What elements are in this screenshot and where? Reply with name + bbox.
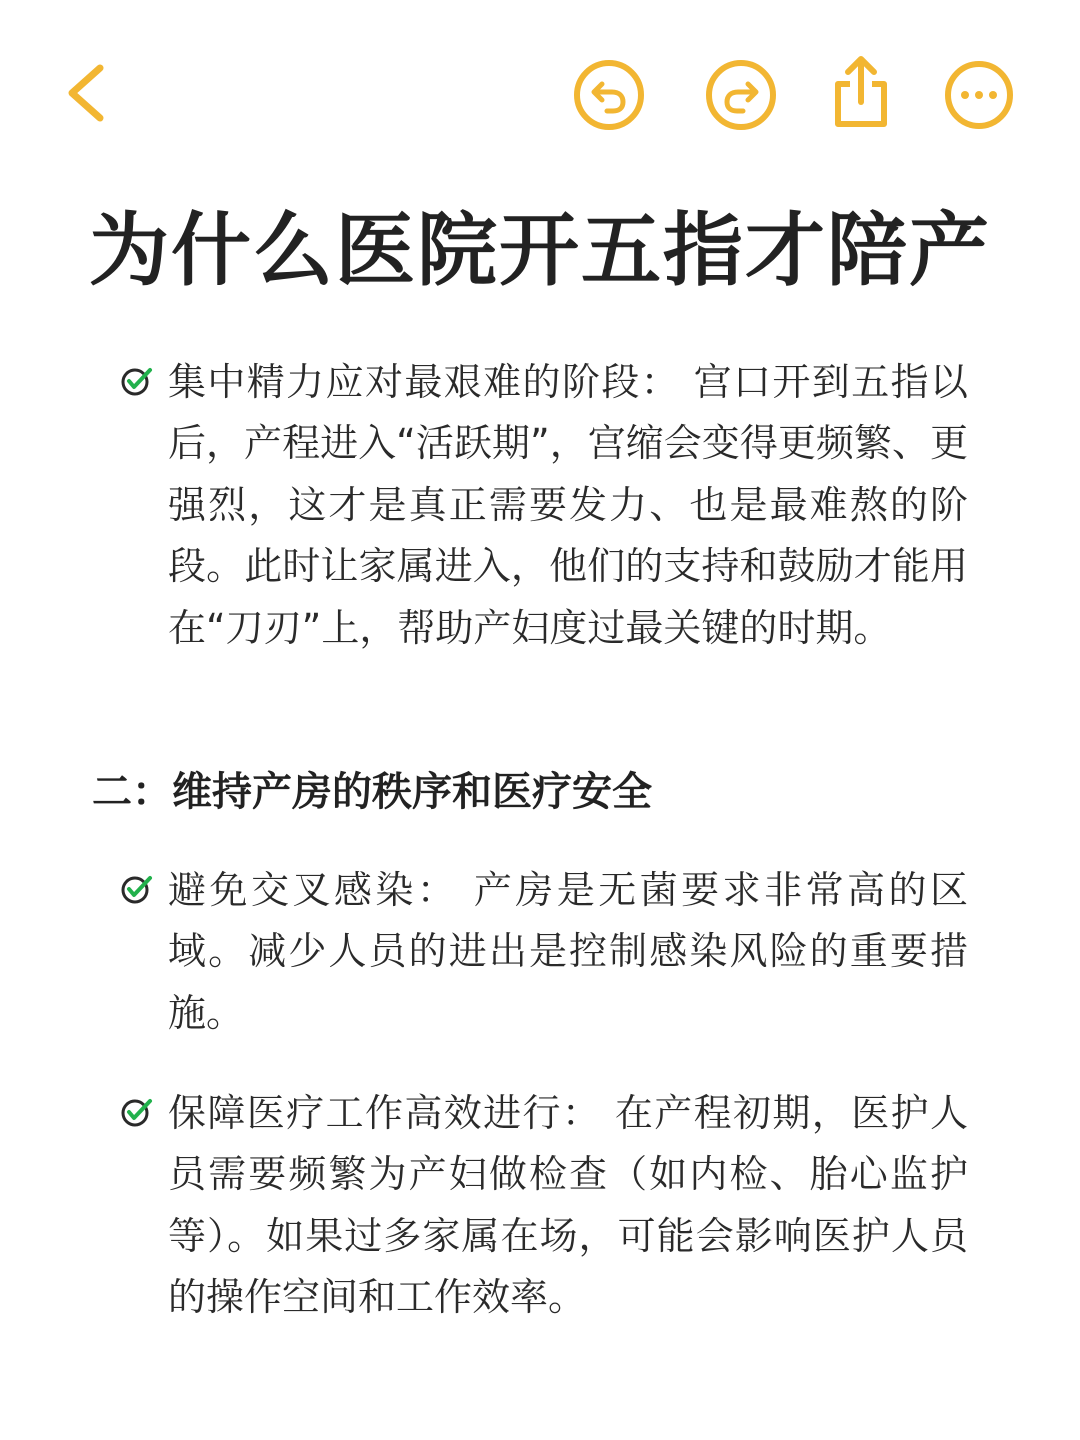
item-text: 集中精力应对最艰难的阶段： 宫口开到五指以后，产程进入“活跃期”，宫缩会变得更频繁、更强烈，这才是真正需要发力、也是最难熬的阶段。此时让家属进入，他们的支持和鼓励才能用在“刀刃”上，帮助产妇度过最关键的时期。 [168,360,968,650]
chevron-left-icon [58,60,118,126]
section-heading: 二：维持产房的秩序和医疗安全 [92,769,652,815]
more-icon [944,58,1014,132]
item-text: 保障医疗工作高效进行： 在产程初期，医护人员需要频繁为产妇做检查（如内检、胎心监护等）。如果过多家属在场，可能会影响医护人员的操作空间和工作效率。 [168,1091,968,1320]
share-icon [830,54,892,130]
note-toolbar [0,0,1080,190]
list-item [120,352,980,659]
share-button[interactable] [830,54,892,130]
check-icon [120,872,154,906]
check-icon [120,1095,154,1129]
list-item [120,860,980,1044]
page-title: 为什么医院开五指才陪产 [89,204,991,297]
item-text: 避免交叉感染： 产房是无菌要求非常高的区域。减少人员的进出是控制感染风险的重要措施。 [168,868,968,1035]
more-button[interactable] [944,58,1014,132]
undo-icon [572,58,646,132]
back-button[interactable] [58,60,118,126]
redo-button[interactable] [704,58,778,132]
undo-button[interactable] [572,58,646,132]
redo-icon [704,58,778,132]
list-item [120,1083,980,1329]
check-icon [120,364,154,398]
